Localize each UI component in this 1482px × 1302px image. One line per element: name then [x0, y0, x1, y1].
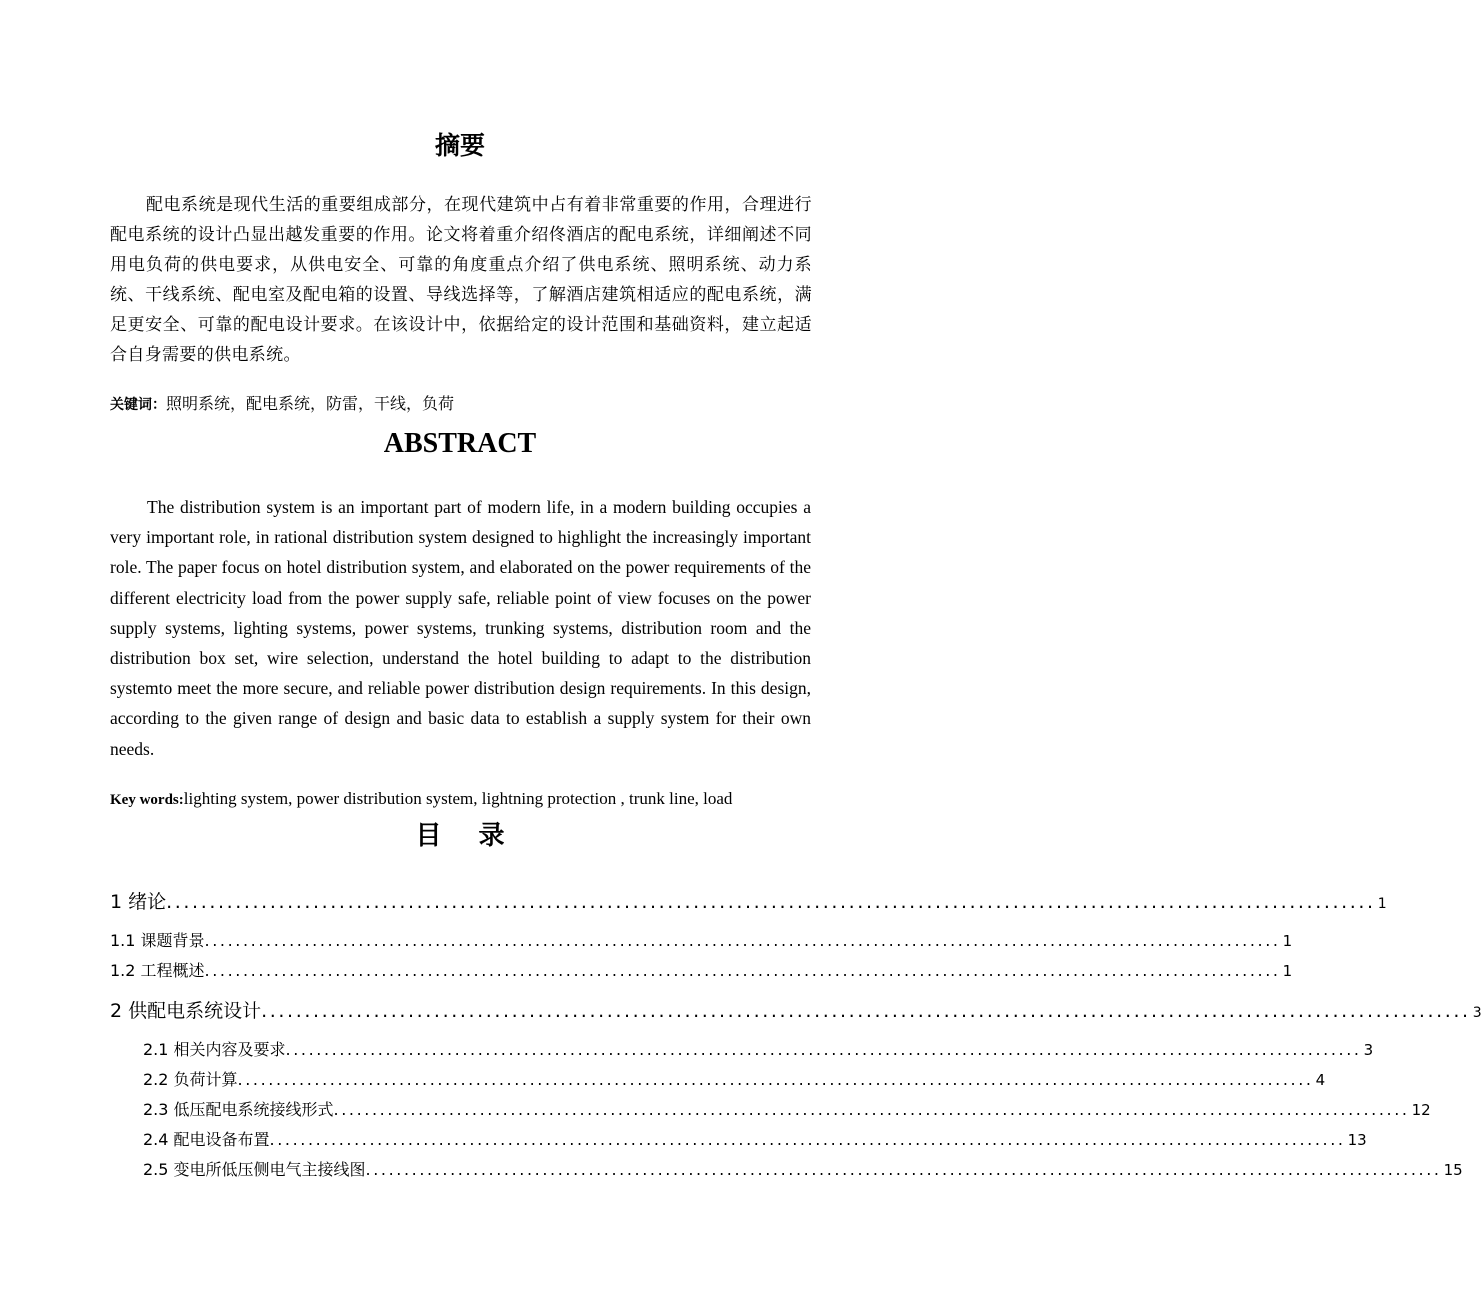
- chinese-abstract-body: 配电系统是现代生活的重要组成部分，在现代建筑中占有着非常重要的作用，合理进行配电系统的设计凸显出越发重要的作用。论文将着重介绍佟酒店的配电系统，详细阐述不同用电负荷的供电要求，从供电安全、可靠的角度重点介绍了供电系统、照明系统、动力系统、干线系统、配电室及配电箱的设置、导线选择等，了解酒店建筑相适应的配电系统，满足更安全、可靠的配电设计要求。在该设计中，依据给定的设计范围和基础资料，建立起适合自身需要的供电系统。: [110, 195, 812, 365]
- chinese-keywords-text: 照明系统，配电系统，防雷，干线，负荷: [166, 394, 455, 413]
- toc-entry-label: 2.2 负荷计算: [143, 1070, 238, 1089]
- toc-entry-page: 3: [1363, 1041, 1374, 1059]
- toc-entry-page: 1: [1377, 896, 1387, 912]
- toc-entry-section-2-2[interactable]: [143, 1067, 1326, 1093]
- toc-entry-label: 1 绪论: [110, 891, 167, 913]
- toc-title: 目 录: [415, 821, 505, 851]
- toc-dot-leader: ............................................................................................................................................: [285, 1040, 1362, 1059]
- chinese-keywords: [110, 390, 810, 419]
- toc-entry-section-2-3[interactable]: [143, 1097, 1431, 1123]
- toc-entry-chapter-2[interactable]: [110, 997, 1482, 1027]
- toc-entry-label: 2.5 变电所低压侧电气主接线图: [143, 1160, 366, 1179]
- english-abstract-title: ABSTRACT: [383, 428, 537, 459]
- english-keywords-text: lighting system, power distribution system, lightning protection , trunk line, load: [183, 789, 733, 808]
- toc-entry-page: 1: [1282, 962, 1293, 980]
- chinese-abstract-title: 摘要: [434, 131, 485, 160]
- toc-entry-section-1-1[interactable]: [110, 928, 1293, 954]
- toc-entry-label: 2.4 配电设备布置: [143, 1130, 270, 1149]
- toc-entry-label: 2 供配电系统设计: [110, 1000, 262, 1022]
- toc-entry-chapter-1[interactable]: [110, 888, 1387, 918]
- toc-dot-leader: ............................................................................................................................................: [204, 931, 1281, 950]
- toc-entry-page: 4: [1315, 1071, 1326, 1089]
- toc-dot-leader: ............................................................................................................................................: [333, 1100, 1410, 1119]
- toc-entry-label: 1.1 课题背景: [110, 931, 205, 950]
- toc-dot-leader: ............................................................................................................................................: [269, 1130, 1346, 1149]
- toc-entry-section-2-5[interactable]: [143, 1157, 1463, 1183]
- toc-entry-page: 1: [1282, 932, 1293, 950]
- english-keywords: [110, 785, 810, 814]
- toc-dot-leader: ............................................................................................................................................: [166, 891, 1376, 913]
- toc-dot-leader: ............................................................................................................................................: [204, 961, 1281, 980]
- toc-dot-leader: ............................................................................................................................................: [237, 1070, 1314, 1089]
- toc-dot-leader: ............................................................................................................................................: [365, 1160, 1442, 1179]
- toc-entry-page: 13: [1347, 1131, 1367, 1149]
- english-abstract-body: The distribution system is an important part of modern life, in a modern building occupies a very important role, in rational distribution system designed to highlight the increasingly important role. The paper focus on hotel distribution system, and elaborated on the power requirements of the different electricity load from the power supply safe, reliable point of view focuses on the power supply systems, lighting systems, power systems, trunking systems, distribution room and the distribution box set, wire selection, understand the hotel building to adapt to the distribution systemto meet the more secure, and reliable power distribution design requirements. In this design, according to the given range of design and basic data to establish a supply system for their own needs.: [110, 497, 811, 759]
- chinese-keywords-label: 关键词：: [110, 397, 166, 413]
- toc-dot-leader: ............................................................................................................................................: [261, 1000, 1471, 1022]
- toc-entry-page: 12: [1411, 1101, 1431, 1119]
- toc-entry-page: 3: [1472, 1005, 1482, 1021]
- toc-entry-page: 15: [1443, 1161, 1463, 1179]
- toc-entry-label: 1.2 工程概述: [110, 961, 205, 980]
- toc-entry-section-2-4[interactable]: [143, 1127, 1367, 1153]
- toc-entry-label: 2.1 相关内容及要求: [143, 1040, 286, 1059]
- toc-entry-label: 2.3 低压配电系统接线形式: [143, 1100, 334, 1119]
- toc-entry-section-1-2[interactable]: [110, 958, 1293, 984]
- english-keywords-label: Key words:: [110, 792, 184, 808]
- toc-entry-section-2-1[interactable]: [143, 1037, 1374, 1063]
